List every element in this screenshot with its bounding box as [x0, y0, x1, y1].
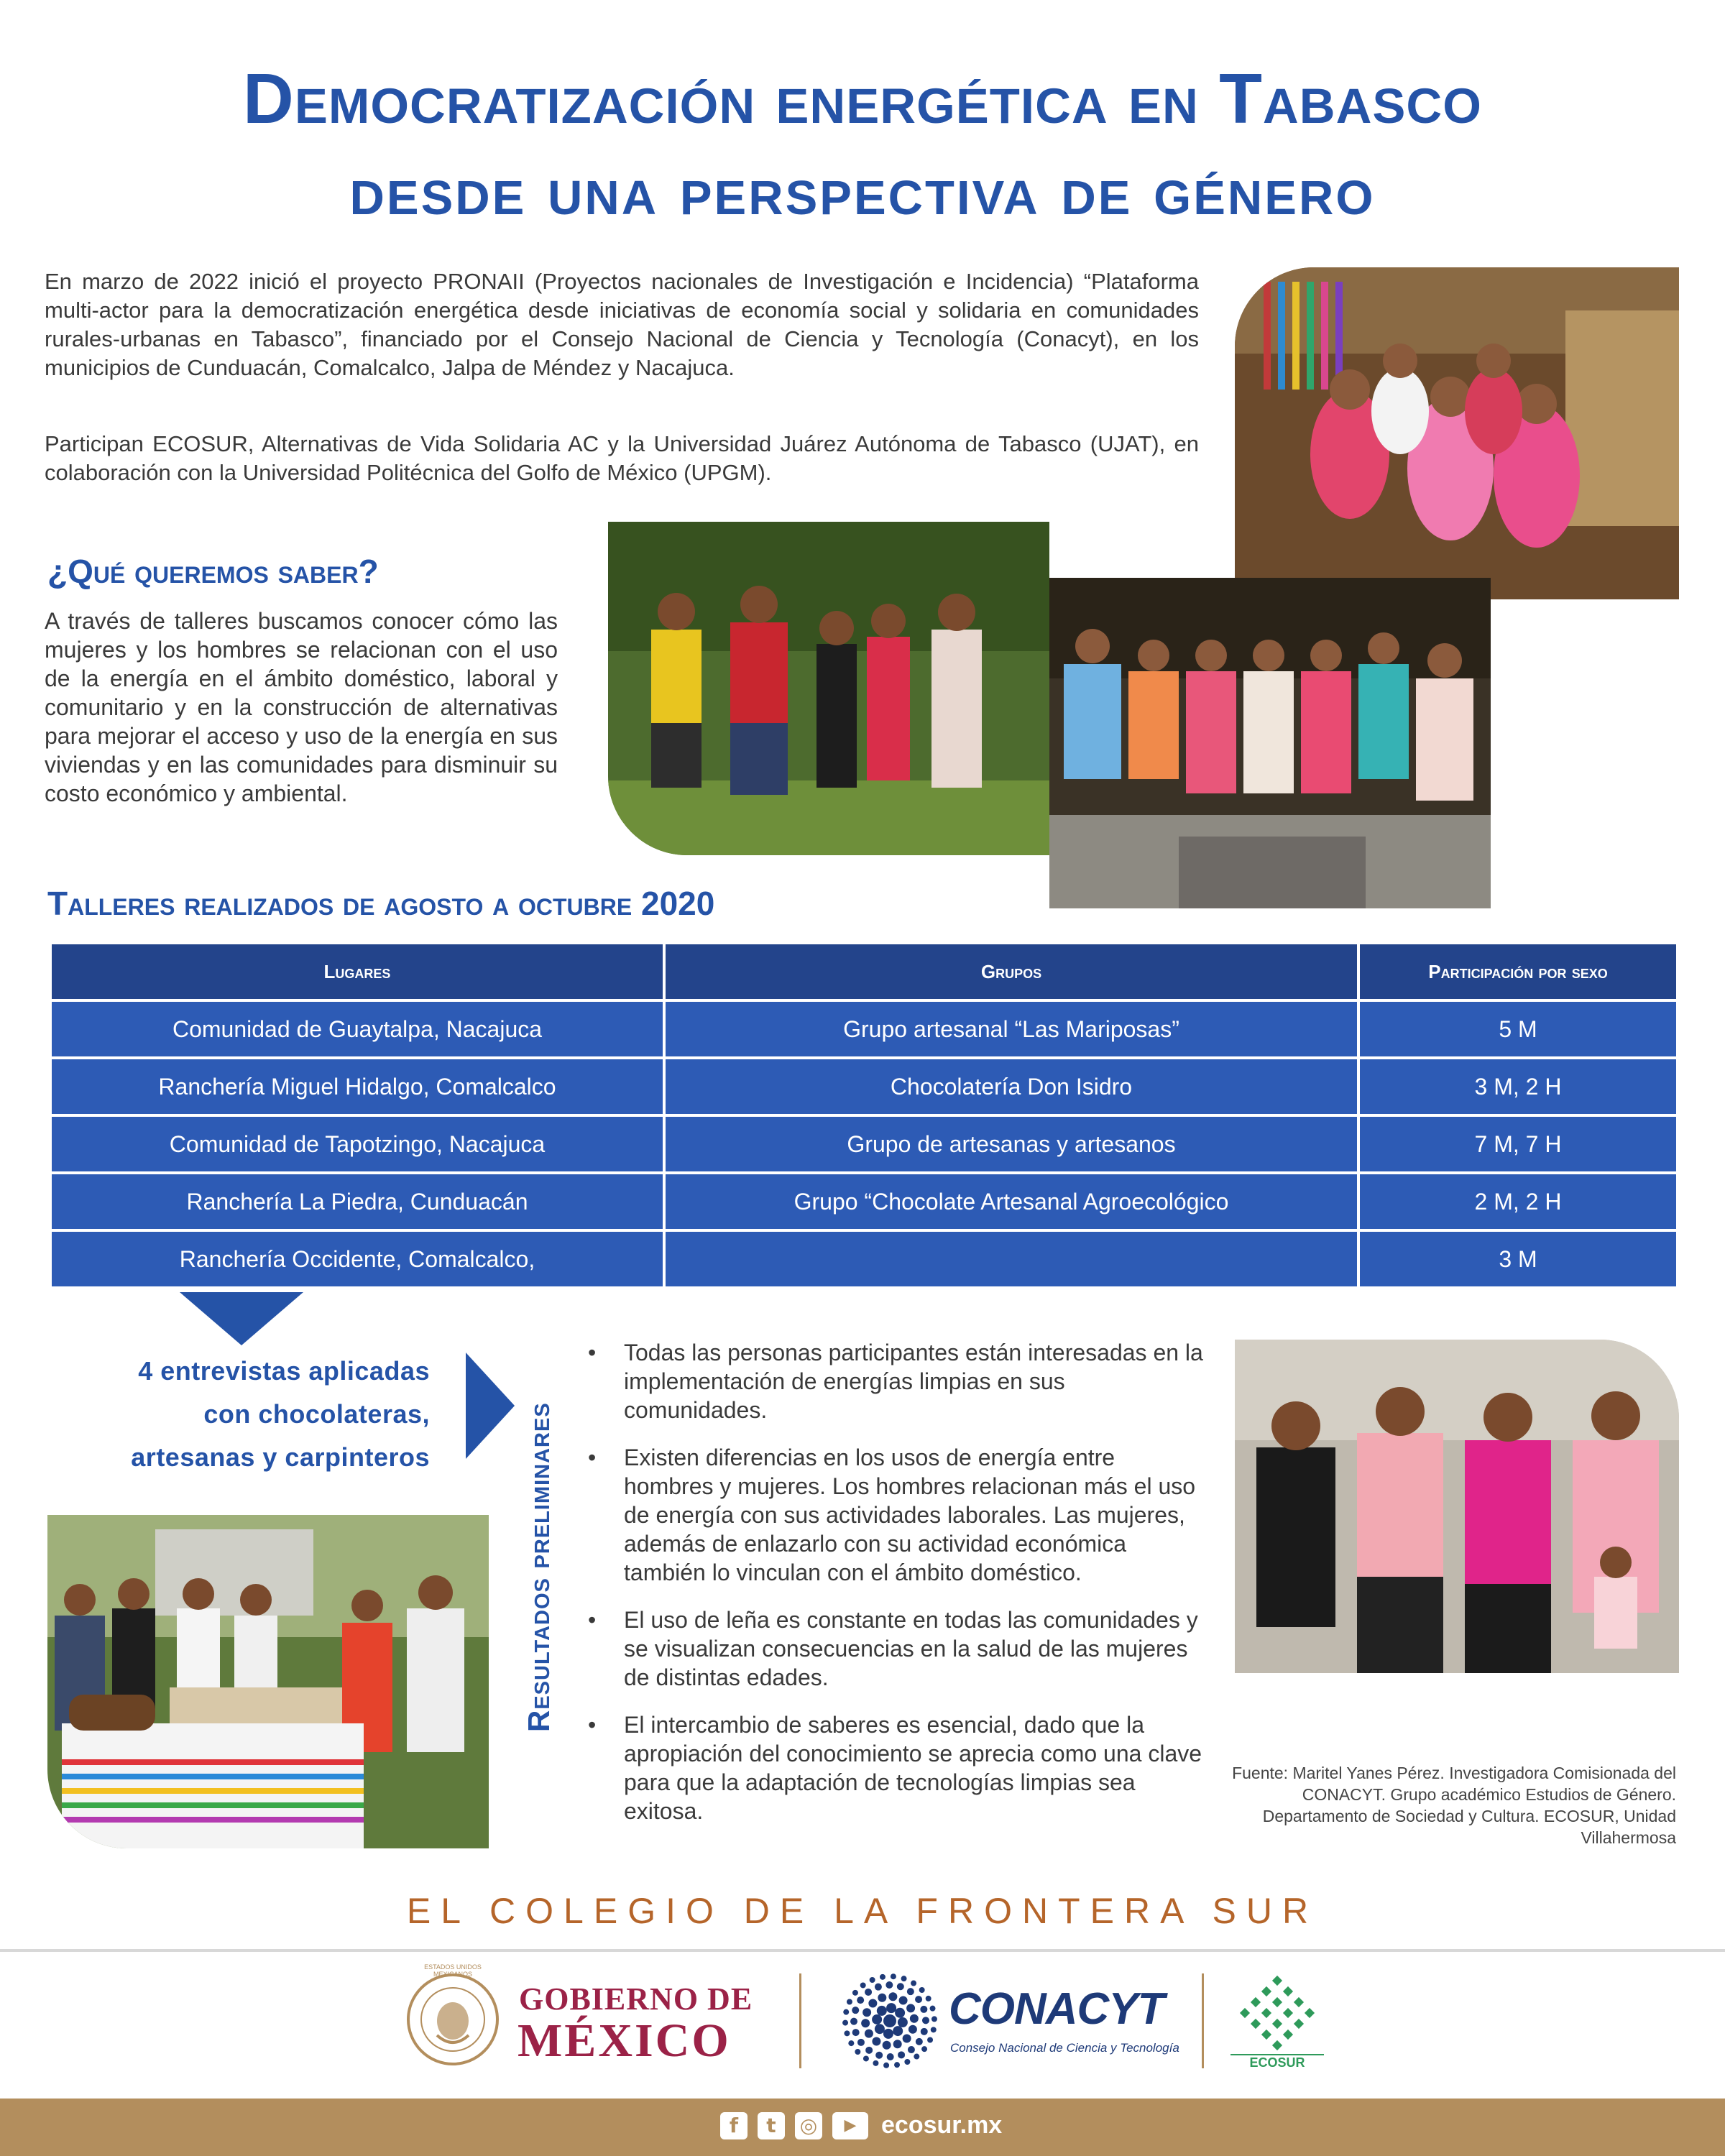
cell-grupo: Grupo artesanal “Las Mariposas”	[666, 1002, 1357, 1056]
list-item-text: Existen diferencias en los usos de energía entre hombres y mujeres. Los hombres relacionan más el uso de energía con sus actividades laborales. Las mujeres, además de enlazarlo con su actividad económica también lo vinculan con el ámbito doméstico.	[624, 1445, 1196, 1585]
bullet-icon: •	[588, 1607, 597, 1633]
list-item	[588, 1710, 1206, 1825]
facebook-icon[interactable]: f	[720, 2112, 748, 2139]
cell-grupo: Grupo “Chocolate Artesanal Agroecológico	[666, 1174, 1357, 1229]
gobierno-line-2: MÉXICO	[518, 2014, 731, 2067]
logo-separator	[1202, 1973, 1204, 2068]
title-line-1: Democratización energética en Tabasco	[243, 59, 1482, 138]
fuente-credit: Fuente: Maritel Yanes Pérez. Investigadora Comisionada del CONACYT. Grupo académico Estudios de Género. Departamento de Sociedad y Cultura. ECOSUR, Unidad Villahermosa	[1232, 1764, 1676, 1847]
footer-divider	[0, 1949, 1725, 1952]
conacyt-subtitle: Consejo Nacional de Ciencia y Tecnología	[950, 2041, 1179, 2055]
cell-lugar: Ranchería Miguel Hidalgo, Comalcalco	[52, 1059, 663, 1114]
cell-participacion: 2 M, 2 H	[1360, 1174, 1676, 1229]
column-header-lugares: Lugares	[52, 944, 663, 999]
talleres-heading: Talleres realizados de agosto a octubre 2020	[47, 885, 715, 922]
list-item	[588, 1443, 1206, 1587]
photo-women-indoors	[1235, 1340, 1679, 1673]
table-header-row	[52, 944, 1676, 999]
social-links	[720, 2111, 1002, 2139]
youtube-icon[interactable]: ▶	[832, 2112, 868, 2139]
website-link[interactable]: ecosur.mx	[881, 2111, 1003, 2139]
instagram-icon[interactable]: ◎	[795, 2112, 822, 2139]
photo-chocolate-stand	[47, 1515, 489, 1848]
table-row	[52, 1117, 1676, 1171]
gobierno-line-1: GOBIERNO DE	[519, 1981, 753, 2017]
que-queremos-body: A través de talleres buscamos conocer cómo las mujeres y los hombres se relacionan con el uso de la energía en el ámbito doméstico, laboral y comunitario y en la construcción de alternativas para mejorar el acceso y uso de la energía en sus viviendas y en las comunidades para disminuir su costo económico y ambiental.	[45, 608, 558, 806]
gobierno-mexico-logo	[402, 1963, 762, 2070]
cell-lugar: Ranchería La Piedra, Cunduacán	[52, 1174, 663, 1229]
intro-paragraph-2: Participan ECOSUR, Alternativas de Vida Solidaria AC y la Universidad Juárez Autónoma de Tabasco (UJAT), en colaboración con la Universidad Politécnica del Golfo de México (UPGM).	[45, 431, 1199, 485]
table-row	[52, 1059, 1676, 1114]
cell-participacion: 7 M, 7 H	[1360, 1117, 1676, 1171]
list-item-text: El uso de leña es constante en todas las comunidades y se visualizan consecuencias en la salud de las mujeres de distintas edades.	[624, 1607, 1198, 1690]
conacyt-dots-icon	[842, 1973, 937, 2068]
resultados-list	[588, 1338, 1206, 1844]
ecosur-emblem-icon	[1238, 1973, 1317, 2053]
entrevistas-line-2: con chocolateras,	[203, 1399, 430, 1429]
cell-lugar: Comunidad de Tapotzingo, Nacajuca	[52, 1117, 663, 1171]
list-item	[588, 1338, 1206, 1424]
que-queremos-heading: ¿Qué queremos saber?	[47, 553, 379, 590]
ecosur-label: ECOSUR	[1230, 2054, 1324, 2070]
logo-separator	[799, 1973, 801, 2068]
cell-participacion: 3 M	[1360, 1232, 1676, 1286]
bullet-icon: •	[588, 1340, 597, 1365]
title-line-2: desde una perspectiva de género	[349, 152, 1376, 229]
table-row	[52, 1174, 1676, 1229]
resultados-label: Resultados preliminares	[522, 1402, 556, 1732]
conacyt-name: CONACYT	[949, 1984, 1164, 2034]
seal-text: ESTADOS UNIDOS MEXICANOS	[424, 1963, 482, 1978]
conacyt-logo	[842, 1973, 1187, 2068]
cell-lugar: Ranchería Occidente, Comalcalco,	[52, 1232, 663, 1286]
entrevistas-line-3: artesanas y carpinteros	[131, 1442, 430, 1472]
entrevistas-callout	[29, 1350, 430, 1479]
bullet-icon: •	[588, 1712, 597, 1738]
list-item-text: El intercambio de saberes es esencial, dado que la apropiación del conocimiento se aprecia como una clave para que la adaptación de tecnologías limpias sea exitosa.	[624, 1712, 1202, 1824]
colegio-wordmark: EL COLEGIO DE LA FRONTERA SUR	[406, 1891, 1319, 1931]
table-row	[52, 1232, 1676, 1286]
table-row	[52, 1002, 1676, 1056]
column-header-participacion: Participación por sexo	[1360, 944, 1676, 999]
ecosur-logo	[1230, 1973, 1324, 2070]
arrow-down-icon	[180, 1292, 303, 1345]
cell-participacion: 3 M, 2 H	[1360, 1059, 1676, 1114]
photo-community-meeting	[1049, 578, 1491, 908]
cell-grupo: Chocolatería Don Isidro	[666, 1059, 1357, 1114]
bullet-icon: •	[588, 1445, 597, 1470]
intro-paragraph-1: En marzo de 2022 inició el proyecto PRONAII (Proyectos nacionales de Investigación e Incidencia) “Plataforma multi-actor para la democratización energética desde iniciativas de economía social y solidaria en comunidades rurales-urbanas en Tabasco”, financiado por el Consejo Nacional de Ciencia y Tecnología (Conacyt), en los municipios de Cunduacán, Comalcalco, Jalpa de Méndez y Nacajuca.	[45, 269, 1199, 380]
cell-participacion: 5 M	[1360, 1002, 1676, 1056]
list-item-text: Todas las personas participantes están interesadas en la implementación de energías limpias en sus comunidades.	[624, 1340, 1203, 1423]
column-header-grupos: Grupos	[666, 944, 1357, 999]
twitter-icon[interactable]: t	[758, 2112, 785, 2139]
cell-lugar: Comunidad de Guaytalpa, Nacajuca	[52, 1002, 663, 1056]
arrow-right-icon	[466, 1353, 515, 1459]
photo-outdoor-group	[608, 522, 1049, 855]
list-item	[588, 1606, 1206, 1692]
talleres-table	[49, 941, 1679, 1289]
photo-artisans-group	[1235, 267, 1679, 599]
cell-grupo	[666, 1232, 1357, 1286]
cell-grupo: Grupo de artesanas y artesanos	[666, 1117, 1357, 1171]
mexico-seal-icon	[402, 1969, 503, 2070]
entrevistas-line-1: 4 entrevistas aplicadas	[138, 1356, 430, 1386]
